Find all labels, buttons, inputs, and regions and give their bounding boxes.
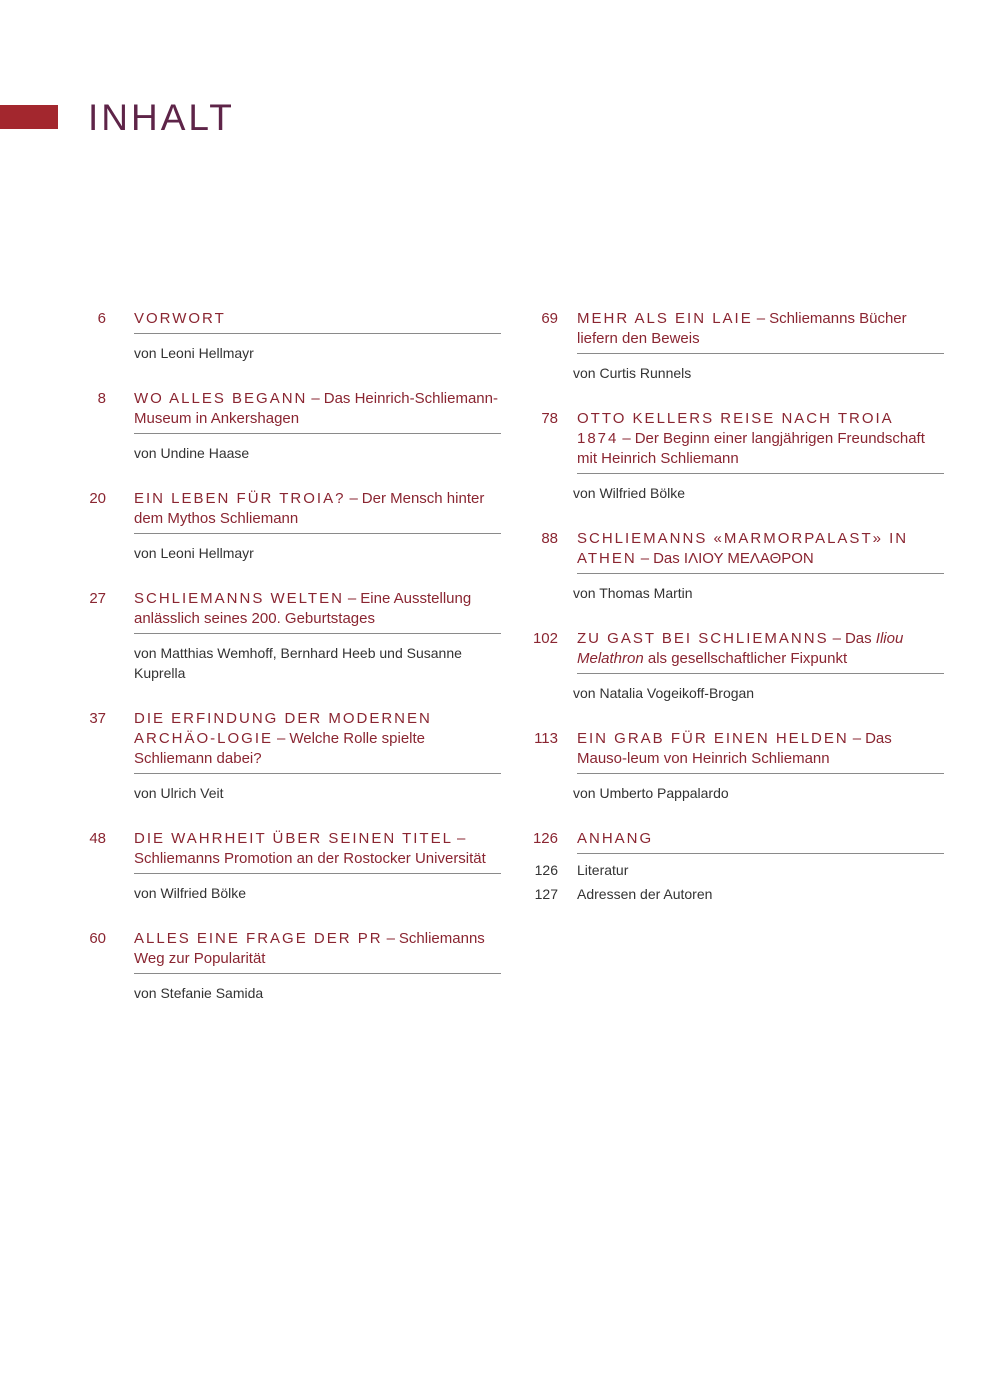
toc-headline[interactable] bbox=[577, 309, 944, 354]
toc-headline-caps: MEHR ALS EIN LAIE bbox=[577, 310, 753, 327]
toc-appendix-list bbox=[527, 860, 944, 904]
toc-headline-rest: Eine Ausstellung anlässlich seines 200. Geburtstages bbox=[134, 590, 472, 627]
toc-page-number: 60 bbox=[89, 930, 106, 947]
toc-headline-rest: Das Mauso-leum von Heinrich Schliemann bbox=[577, 730, 892, 767]
toc-appendix-label: Adressen der Autoren bbox=[577, 886, 713, 902]
toc-headline[interactable] bbox=[134, 829, 501, 874]
toc-headline[interactable] bbox=[134, 389, 501, 434]
toc-headline[interactable] bbox=[577, 529, 944, 574]
toc-headline-rest: Schliemanns Bücher liefern den Beweis bbox=[577, 310, 907, 347]
toc-author: von Curtis Runnels bbox=[573, 365, 692, 381]
toc-separator: – bbox=[622, 430, 631, 447]
toc-page-number: 126 bbox=[532, 830, 558, 847]
toc-headline-rest: Der Mensch hinter dem Mythos Schliemann bbox=[134, 490, 485, 527]
toc-entry[interactable] bbox=[88, 589, 501, 683]
toc-page-number: 69 bbox=[541, 310, 558, 327]
toc-page-number: 113 bbox=[534, 730, 558, 747]
toc-headline-caps: WO ALLES BEGANN bbox=[134, 390, 308, 407]
toc-headline-caps: EIN GRAB FÜR EINEN HELDEN bbox=[577, 730, 849, 747]
toc-appendix-page-number: 127 bbox=[534, 886, 558, 902]
toc-headline-rest: Schliemanns Promotion an der Rostocker Universität bbox=[134, 850, 486, 867]
toc-headline-caps: ALLES EINE FRAGE DER PR bbox=[134, 930, 383, 947]
toc-author: von Wilfried Bölke bbox=[134, 885, 247, 901]
toc-page-number: 27 bbox=[89, 590, 106, 607]
toc-author: von Leoni Hellmayr bbox=[134, 345, 254, 361]
toc-entry[interactable] bbox=[527, 629, 944, 703]
toc-headline[interactable] bbox=[134, 589, 501, 634]
toc-headline-rest: Der Beginn einer langjährigen Freundschaft mit Heinrich Schliemann bbox=[577, 430, 925, 467]
toc-separator: – bbox=[349, 490, 358, 507]
toc-appendix-item[interactable] bbox=[527, 860, 944, 880]
toc-author: von Undine Haase bbox=[134, 445, 250, 461]
toc-separator: – bbox=[277, 730, 286, 747]
toc-author: von Stefanie Samida bbox=[134, 985, 264, 1001]
toc-separator: – bbox=[456, 830, 466, 847]
toc-page-number: 102 bbox=[532, 630, 558, 647]
toc-separator: – bbox=[832, 630, 841, 647]
toc-right-column bbox=[527, 309, 944, 930]
toc-left-column bbox=[88, 309, 501, 1029]
toc-separator: – bbox=[386, 930, 395, 947]
toc-page-number: 20 bbox=[89, 490, 106, 507]
toc-entry[interactable] bbox=[527, 729, 944, 803]
toc-separator: – bbox=[756, 310, 766, 327]
toc-author: von Ulrich Veit bbox=[134, 785, 224, 801]
toc-entry-appendix[interactable] bbox=[527, 829, 944, 904]
toc-headline-caps: EIN LEBEN FÜR TROIA? bbox=[134, 490, 346, 507]
toc-page-number: 48 bbox=[89, 830, 106, 847]
toc-entry[interactable] bbox=[88, 709, 501, 803]
page-title: INHALT bbox=[88, 97, 235, 138]
toc-headline-caps: SCHLIEMANNS WELTEN bbox=[134, 590, 344, 607]
toc-appendix-item[interactable] bbox=[527, 884, 944, 904]
toc-separator: – bbox=[640, 550, 650, 567]
toc-page-number: 88 bbox=[541, 530, 558, 547]
toc-headline-rest-italic: Iliou Melathron bbox=[577, 630, 904, 667]
toc-headline-rest: Welche Rolle spielte Schliemann dabei? bbox=[134, 730, 425, 767]
toc-entry[interactable] bbox=[527, 529, 944, 603]
toc-headline-caps: OTTO KELLERS REISE NACH TROIA 1874 bbox=[577, 410, 893, 447]
toc-headline[interactable] bbox=[134, 309, 501, 334]
toc-author: von Thomas Martin bbox=[573, 585, 693, 601]
toc-page-number: 8 bbox=[97, 390, 106, 407]
toc-headline-rest: Schliemanns Weg zur Popularität bbox=[134, 930, 485, 967]
toc-headline-rest: Das Heinrich-Schliemann-Museum in Ankershagen bbox=[134, 390, 498, 427]
toc-headline-rest: Das ΙΛΙΟΥ ΜΕΛΑΘΡΟΝ bbox=[653, 550, 814, 567]
toc-author: von Natalia Vogeikoff-Brogan bbox=[573, 685, 755, 701]
toc-entry[interactable] bbox=[527, 309, 944, 383]
toc-headline-rest-post: als gesellschaftlicher Fixpunkt bbox=[643, 650, 848, 667]
toc-headline-caps: SCHLIEMANNS «MARMORPALAST» IN ATHEN bbox=[577, 530, 909, 567]
toc-headline[interactable] bbox=[577, 729, 944, 774]
toc-page-number: 78 bbox=[541, 410, 558, 427]
toc-headline-caps: VORWORT bbox=[134, 310, 226, 327]
toc-author: von Leoni Hellmayr bbox=[134, 545, 254, 561]
toc-separator: – bbox=[311, 390, 320, 407]
toc-headline[interactable] bbox=[577, 829, 944, 854]
toc-entry[interactable] bbox=[527, 409, 944, 503]
toc-separator: – bbox=[347, 590, 357, 607]
header-accent-bar bbox=[0, 105, 58, 129]
toc-headline-caps: ANHANG bbox=[577, 830, 654, 847]
toc-appendix-page-number: 126 bbox=[534, 862, 558, 878]
toc-author: von Matthias Wemhoff, Bernhard Heeb und Susanne Kuprella bbox=[134, 645, 462, 681]
toc-entry[interactable] bbox=[88, 309, 501, 363]
toc-headline-caps: DIE WAHRHEIT ÜBER SEINEN TITEL bbox=[134, 830, 453, 847]
toc-headline[interactable] bbox=[134, 929, 501, 974]
toc-entry[interactable] bbox=[88, 929, 501, 1003]
toc-headline[interactable] bbox=[577, 629, 944, 674]
toc-headline[interactable] bbox=[577, 409, 944, 474]
toc-headline[interactable] bbox=[134, 489, 501, 534]
toc-author: von Umberto Pappalardo bbox=[573, 785, 729, 801]
toc-headline-caps: DIE ERFINDUNG DER MODERNEN ARCHÄO-LOGIE bbox=[134, 710, 432, 747]
toc-entry[interactable] bbox=[88, 489, 501, 563]
toc-headline[interactable] bbox=[134, 709, 501, 774]
toc-author: von Wilfried Bölke bbox=[573, 485, 686, 501]
toc-headline-caps: ZU GAST BEI SCHLIEMANNS bbox=[577, 630, 829, 647]
toc-separator: – bbox=[852, 730, 862, 747]
toc-page-number: 37 bbox=[89, 710, 106, 727]
toc-entry[interactable] bbox=[88, 389, 501, 463]
toc-page-number: 6 bbox=[97, 310, 106, 327]
toc-entry[interactable] bbox=[88, 829, 501, 903]
toc-headline-rest-pre: Das bbox=[844, 630, 876, 647]
toc-appendix-label: Literatur bbox=[577, 862, 629, 878]
